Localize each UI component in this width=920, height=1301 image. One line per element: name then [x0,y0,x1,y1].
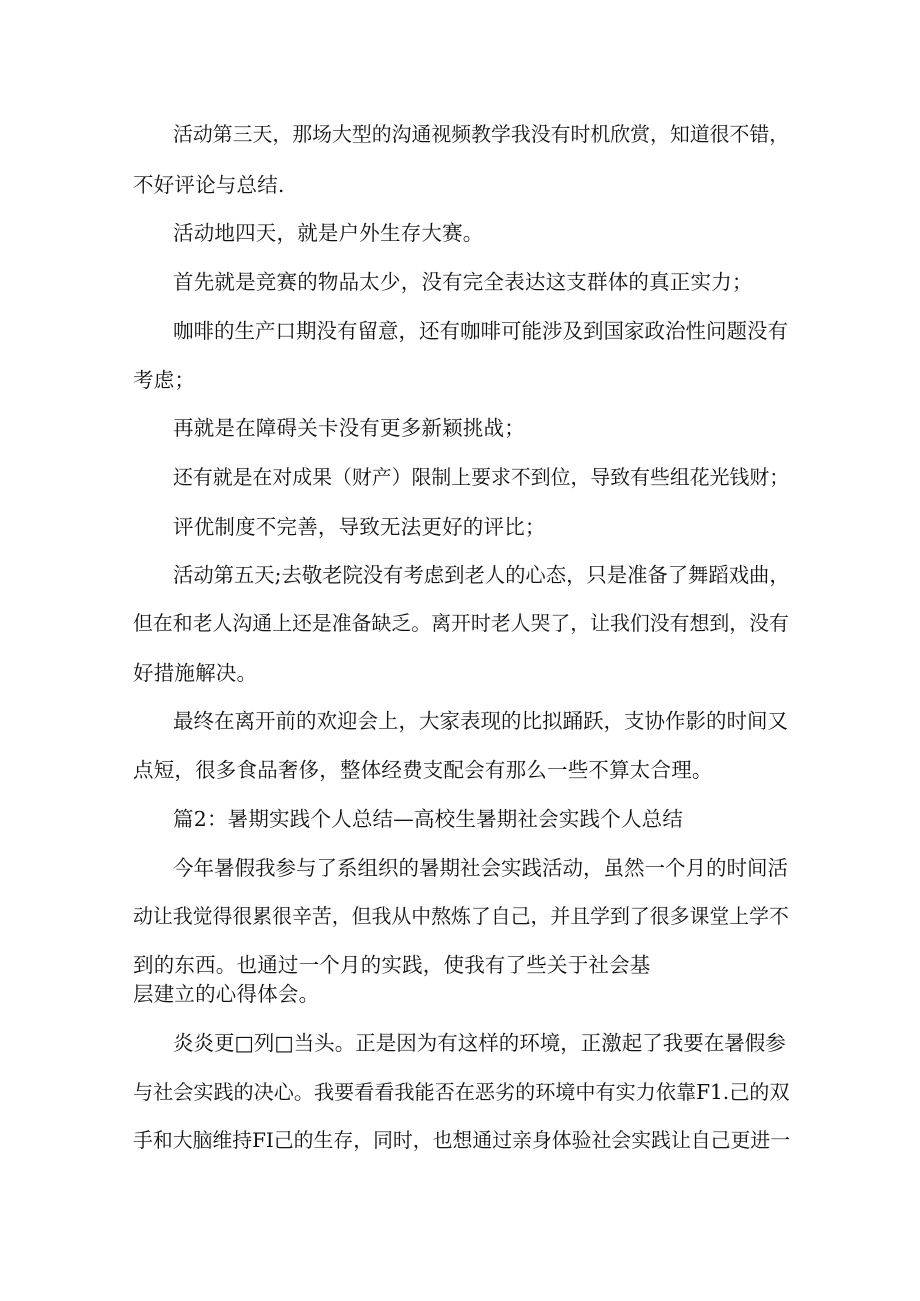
text-line: 首先就是竞赛的物品太少，没有完全表达这支群体的真正实力； [173,270,753,294]
text-line: 活动地四天，就是户外生存大赛。 [173,221,484,245]
text-line: 动让我觉得很累很辛苦，但我从中熬炼了自己，并且学到了很多课堂上学不 [133,905,789,928]
text-line: 再就是在障碍关卡没有更多新颖挑战； [173,416,525,440]
text-line: 考虑； [133,368,196,392]
text-line: 评优制度不完善，导致无法更好的评比； [173,515,546,539]
text-line: 好措施解决。 [133,661,258,685]
text-line: 今年暑假我参与了系组织的暑期社会实践活动，虽然一个月的时间活 [173,856,788,880]
text-line: 活动第五天;去敬老院没有考虑到老人的心态，只是准备了舞蹈戏曲， [173,563,790,587]
section-heading: 篇2：暑期实践个人总结—高校生暑期社会实践个人总结 [173,807,684,831]
text-line: 还有就是在对成果（财产）限制上要求不到位，导致有些组花光钱财； [173,466,790,489]
text-line: 最终在离开前的欢迎会上，大家表现的比拟踊跃，支协作影的时间又 [173,709,788,733]
text-line: 不好评论与总结. [133,173,285,197]
text-line: 到的东西。也通过一个月的实践，使我有了些关于社会基 [133,953,651,977]
text-line: 点短，很多食品奢侈，整体经费支配会有那么一些不算太合理。 [133,758,713,782]
text-line: 层建立的心得体会。 [133,982,320,1006]
text-line: 炎炎更□列□当头。正是因为有这样的环境，正激起了我要在暑假参 [173,1031,786,1055]
text-line: 与社会实践的决心。我要看看我能否在恶劣的环境中有实力依靠F1.己的双 [133,1080,790,1104]
text-line: 手和大脑维持FI己的生存，同时，也想通过亲身体验社会实践让自己更进一 [133,1129,791,1152]
text-line: 但在和老人沟通上还是准备缺乏。离开时老人哭了，让我们没有想到，没有 [133,612,789,635]
text-line: 活动第三天，那场大型的沟通视频教学我没有时机欣赏，知道很不错， [173,123,790,146]
text-line: 咖啡的生产口期没有留意，还有咖啡可能涉及到国家政治性问题没有 [173,319,788,343]
